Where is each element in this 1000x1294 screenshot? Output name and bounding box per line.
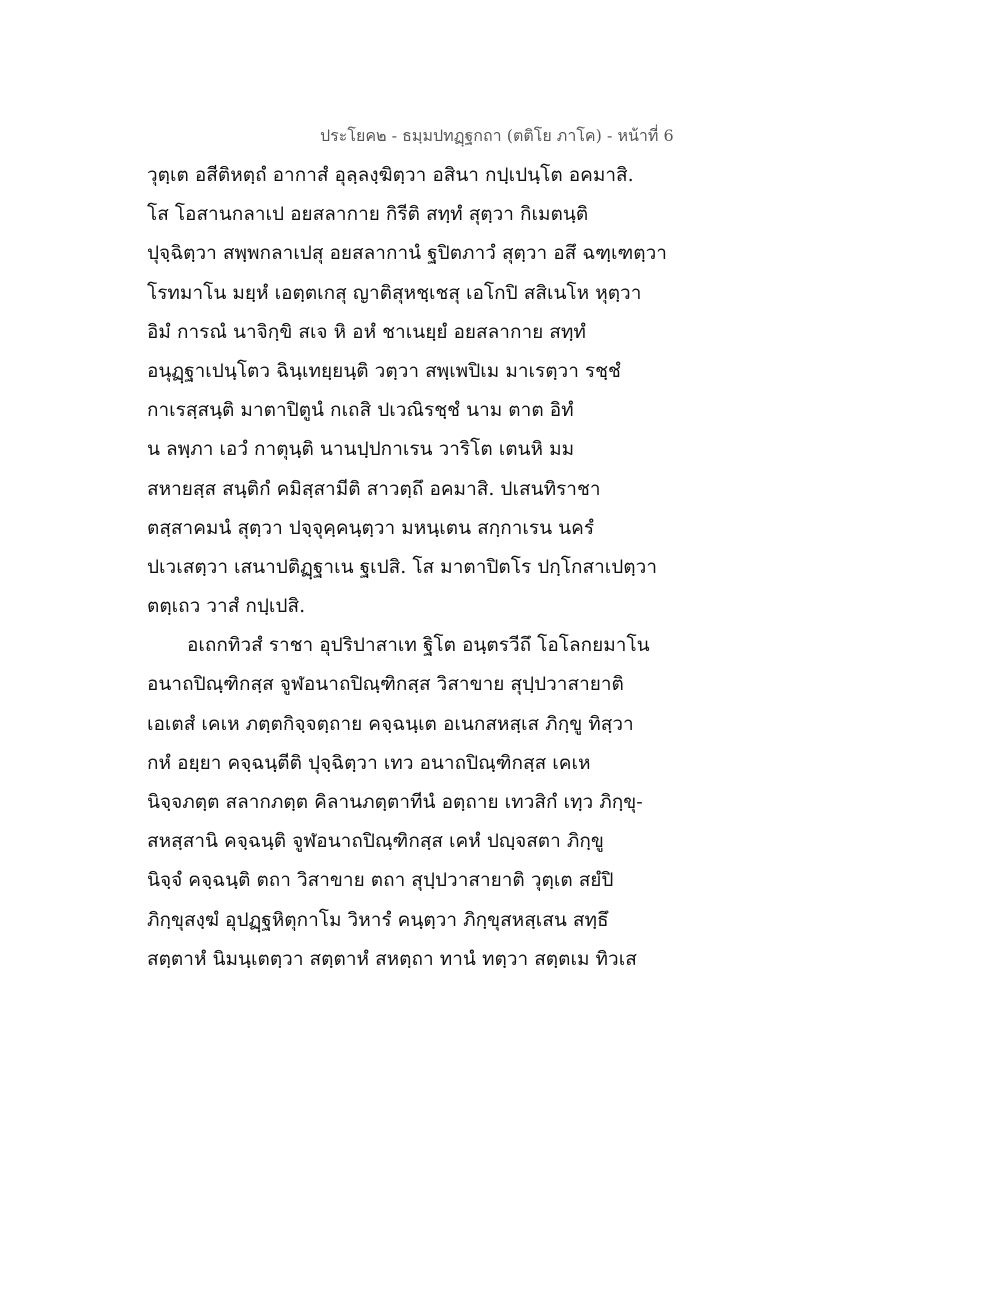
text-line: นิจฺจํ คจฺฉนฺติ ตถา วิสาขาย ตถา สุปฺปวาสายาติ วุตฺเต สยํปิ <box>147 869 614 892</box>
text-line: ปเวเสตฺวา เสนาปติฏฺฐาเน ฐเปสิ. โส มาตาปิตโร ปกฺโกสาเปตฺวา <box>147 555 657 578</box>
text-line: ตสฺสาคมนํ สุตฺวา ปจฺจุคฺคนฺตฺวา มหนฺเตน สกฺกาเรน นครํ <box>147 516 595 539</box>
text-line: ภิกฺขุสงฺฆํ อุปฏฺฐหิตุกาโม วิหารํ คนฺตฺวา ภิกฺขุสหสฺเสน สทฺธึ <box>147 908 609 931</box>
text-line: วุตฺเต อสีติหตฺถํ อากาสํ อุลฺลงฺฆิตฺวา อสินา กปฺเปนฺโต อคมาสิ. <box>147 164 634 186</box>
text-line: นิจฺจภตฺต สลากภตฺต คิลานภตฺตาทีนํ อตฺถาย เทวสิกํ เทฺว ภิกฺขุ- <box>147 791 643 813</box>
text-line: ปุจฺฉิตฺวา สพฺพกลาเปสุ อยสลากานํ ฐปิตภาวํ สุตฺวา อสึ ฉฑฺเฑตฺวา <box>147 242 667 265</box>
text-line: อนาถปิณฺฑิกสฺส จูฬอนาถปิณฺฑิกสฺส วิสาขาย สุปฺปวาสายาติ <box>147 673 624 696</box>
text-line: สตฺตาหํ นิมนฺเตตฺวา สตฺตาหํ สหตฺถา ทานํ ทตฺวา สตฺตเม ทิวเส <box>147 947 637 970</box>
body-text <box>147 156 747 979</box>
text-line: สหสฺสานิ คจฺฉนฺติ จูฬอนาถปิณฺฑิกสฺส เคหํ ปญฺจสตา ภิกฺขู <box>147 830 604 853</box>
text-line: น ลพฺภา เอวํ กาตุนฺติ นานปฺปกาเรน วาริโต เตนหิ มม <box>147 438 575 461</box>
running-header: ประโยค๒ - ธมฺมปทฏฺฐกถา (ตติโย ภาโค) - หน้าที่ 6 <box>320 126 674 145</box>
text-line: สหายสฺส สนฺติกํ คมิสฺสามีติ สาวตฺถึ อคมาสิ. ปเสนทิราชา <box>147 477 601 500</box>
text-line: กาเรสฺสนฺติ มาตาปิตูนํ กเถสิ ปเวณิรชฺชํ นาม ตาต อิทํ <box>147 399 574 422</box>
text-line: อนุฏฺฐาเปนฺโตว ฉินฺเทยฺยนฺติ วตฺวา สพฺเพปิเม มาเรตฺวา รชฺชํ <box>147 359 621 382</box>
text-line: อิมํ การณํ นาจิกฺขิ สเจ หิ อหํ ชาเนยฺยํ อยสลากาย สทฺทํ <box>147 320 586 343</box>
text-line: ตตฺเถว วาสํ กปฺเปสิ. <box>147 595 306 618</box>
text-line: เอเตสํ เคเห ภตฺตกิจฺจตฺถาย คจฺฉนฺเต อเนกสหสฺเส ภิกฺขู ทิสฺวา <box>147 712 634 735</box>
text-line: โส โอสานกลาเป อยสลากาย กิรีติ สทฺทํ สุตฺวา กิเมตนฺติ <box>147 203 589 226</box>
text-line: โรทมาโน มยฺหํ เอตฺตเกสุ ญาติสุหชฺเชสุ เอโกปิ สสิเนโห หุตฺวา <box>147 281 642 304</box>
text-line: กหํ อยฺยา คจฺฉนฺตีติ ปุจฺฉิตฺวา เทว อนาถปิณฺฑิกสฺส เคเห <box>147 751 591 774</box>
paragraph-start-line: อเถกทิวสํ ราชา อุปริปาสาเท ฐิโต อนฺตรวีถึ โอโลกยมาโน <box>187 634 650 657</box>
